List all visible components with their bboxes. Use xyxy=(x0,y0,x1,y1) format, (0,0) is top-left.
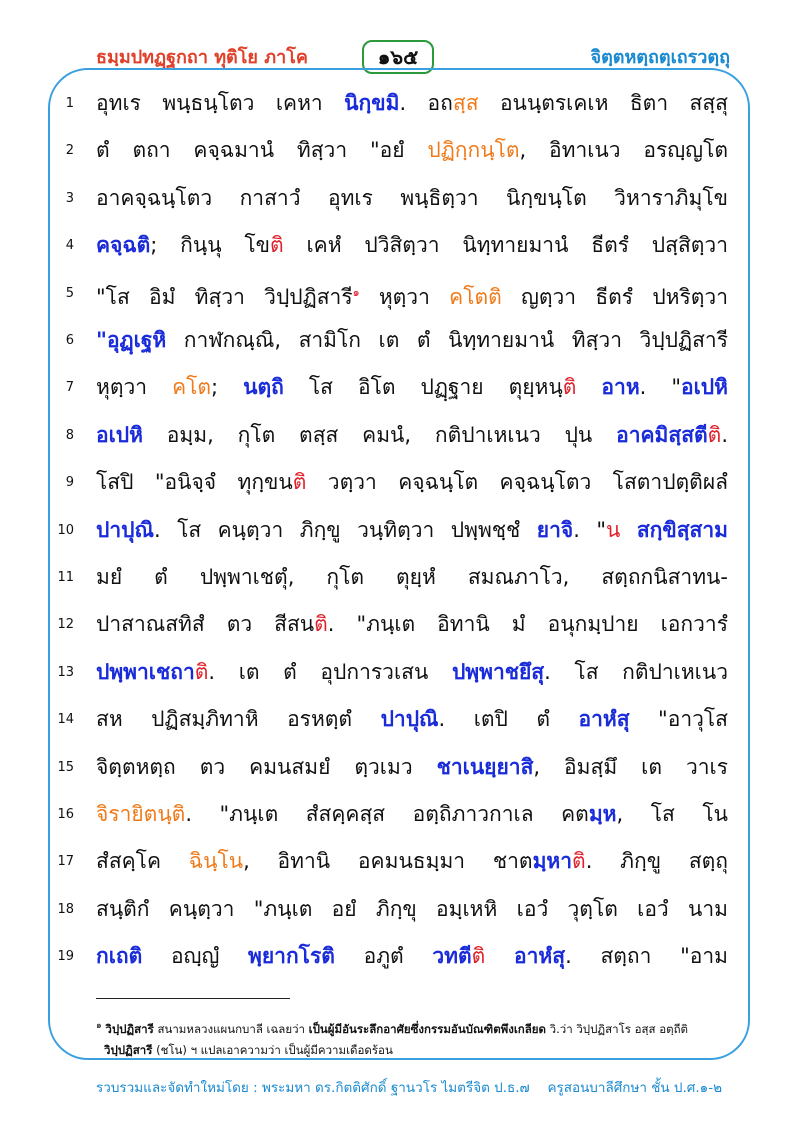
text-segment: . " xyxy=(639,375,682,400)
text-segment: , อิทาเนว อรญฺญโต xyxy=(519,138,728,163)
text-segment: อาห xyxy=(601,375,640,400)
text-segment: ติ xyxy=(292,470,307,495)
text-segment: ; xyxy=(211,375,244,400)
text-line xyxy=(96,846,728,876)
text-segment: . อถ xyxy=(399,91,453,115)
text-segment: , อิมสฺมึ เต วาเร xyxy=(533,754,728,779)
line-number: 11 xyxy=(57,570,74,585)
line-number: 1 xyxy=(65,96,74,111)
line-number: 17 xyxy=(57,854,74,870)
text-segment: ปาปุณิ xyxy=(96,517,154,542)
footnote-text-d: (ชโน) ฯ แปลเอาความว่า เป็นผู้มีความเดือดร้อน xyxy=(152,1043,393,1057)
text-segment: . สตฺถา "อาม xyxy=(565,944,728,969)
text-segment: สห ปฏิสมฺภิทาหิ อรหตฺตํ xyxy=(96,707,381,732)
text-segment: . เต ตํ อุปการวเสน xyxy=(208,659,452,684)
text-segment: วตฺวา คจฺฉนฺโต คจฺฉนฺโตว โสตาปตฺติผลํ xyxy=(306,470,728,495)
text-segment: อเปหิ xyxy=(681,375,728,400)
line-number: 6 xyxy=(65,333,74,348)
text-segment: ติ xyxy=(471,944,486,969)
page-number-box: ๑๖๕ xyxy=(362,40,434,74)
text-segment: . xyxy=(721,422,728,447)
text-line xyxy=(96,752,728,782)
text-segment: . " xyxy=(573,517,606,542)
text-segment: เคหํ ปวิสิตฺวา นิทฺทายมานํ ธีตรํ ปสฺสิตฺวา xyxy=(283,233,728,258)
text-segment: "อุฏฺเฐหิ xyxy=(96,328,167,352)
text-segment: . ภิกฺขู สตฺถุ xyxy=(585,849,729,874)
text-segment: อมฺม, กุโต ตสฺส คมนํ, กติปาเหเนว ปุน xyxy=(142,422,617,447)
footnote-term: วิปฺปฏิสารี xyxy=(105,1021,154,1036)
text-line xyxy=(96,704,728,734)
text-segment: นตฺถิ xyxy=(243,375,284,400)
text-line xyxy=(96,230,728,260)
text-segment: ติ xyxy=(707,422,722,447)
text-line xyxy=(96,325,728,355)
text-line xyxy=(96,515,728,545)
text-segment: จิรายิตนฺติ xyxy=(96,802,186,826)
text-segment: ติ xyxy=(314,612,328,637)
line-number: 3 xyxy=(65,190,74,206)
text-segment: ๑ xyxy=(352,285,360,299)
text-segment: น xyxy=(606,517,621,542)
text-segment: ; กินฺนุ โข xyxy=(150,233,271,258)
footnote-text-a: สนามหลวงแผนกบาลี เฉลยว่า xyxy=(153,1021,309,1036)
text-segment: อญฺญํ xyxy=(142,944,249,969)
text-segment: อเปหิ xyxy=(96,422,143,447)
text-line xyxy=(96,657,728,687)
text-segment: มฺหา xyxy=(532,849,573,874)
text-segment: ยาจิ xyxy=(536,517,574,542)
line-number: 19 xyxy=(57,949,74,965)
line-number: 16 xyxy=(57,807,74,822)
line-number: 14 xyxy=(57,712,74,728)
header-right-title: จิตฺตหตฺถตฺเถรวตฺถุ xyxy=(590,47,730,68)
line-number: 5 xyxy=(65,285,74,301)
text-segment: "อาวุโส xyxy=(629,707,728,732)
page-footer xyxy=(96,1076,722,1098)
text-segment: , อิทานิ อคมนธมฺมา ชาต xyxy=(243,849,533,874)
text-segment: อนนฺตรเคเห ธิตา สสฺสุ xyxy=(478,91,728,115)
text-segment: ปฏิกฺกนฺโต xyxy=(427,138,520,163)
text-segment xyxy=(620,518,636,542)
text-segment: . "ภนฺเต อิทานิ มํ อนุกมฺปาย เอกวารํ xyxy=(327,612,728,637)
line-number: 18 xyxy=(57,901,74,917)
footnote-text-c: วิ.ว่า วิปฺปฏิสาโร อสฺส อตฺถีติ xyxy=(546,1021,689,1036)
footnote-line-2 xyxy=(104,1042,393,1060)
text-line xyxy=(96,799,728,829)
text-segment: ติ xyxy=(194,659,209,684)
text-segment: . "ภนฺเต สํสคฺคสฺส อตฺถิภาวกาเล คต xyxy=(185,802,589,826)
text-segment: ตํ ตถา คจฺฉมานํ ทิสฺวา "อยํ xyxy=(96,138,428,163)
text-line xyxy=(96,278,728,312)
text-segment: . โส กติปาเหเนว xyxy=(544,659,728,684)
text-line xyxy=(96,467,728,497)
text-segment: กาฬกณฺณิ, สามิโก เต ตํ นิทฺทายมานํ ทิสฺวา วิปฺปฏิสารี xyxy=(166,328,728,352)
footnote-text-b: เป็นผู้มีอันระลึกอาศัยซึ่งกรรมอันบัณฑิตพึงเกลียด xyxy=(308,1021,547,1036)
text-segment: ปาสาณสทิสํ ตว สีสน xyxy=(96,612,315,637)
text-segment: ติ xyxy=(572,849,586,874)
text-segment: พฺยากโรติ xyxy=(248,944,335,969)
text-line xyxy=(96,562,728,592)
line-number: 4 xyxy=(65,238,74,254)
text-segment: ชาเนยฺยาสิ xyxy=(436,754,534,779)
text-line xyxy=(96,894,728,924)
line-number: 10 xyxy=(57,522,74,538)
text-segment: อภูตํ xyxy=(334,944,433,969)
text-segment: มยํ ตํ ปพฺพาเชตุํ, กุโต ตุยฺหํ สมณภาโว, สตฺถกนิสาทน- xyxy=(96,565,728,589)
footer-right: ครูสอนบาลีศึกษา ชั้น ป.ศ.๑-๒ xyxy=(547,1080,722,1096)
text-segment: ปพฺพาเชถา xyxy=(96,659,195,684)
text-segment: โสปิ "อนิจฺจํ ทุกฺขน xyxy=(96,470,293,495)
text-segment: ปาปุณิ xyxy=(380,707,439,732)
text-segment: วทตี xyxy=(432,944,472,969)
text-segment: . เตปิ ตํ xyxy=(438,707,579,732)
text-line xyxy=(96,609,728,639)
text-segment: "โส อิมํ ทิสฺวา วิปฺปฏิสารี xyxy=(96,284,353,309)
text-line xyxy=(96,183,728,213)
text-segment: สฺส xyxy=(452,91,479,115)
text-segment: . โส คนฺตฺวา ภิกฺขู วนฺทิตฺวา ปพฺพชฺชํ xyxy=(153,517,537,542)
text-segment: หุตฺวา xyxy=(96,375,173,400)
text-segment: อาคมิสฺสตี xyxy=(616,422,708,447)
text-segment: อาหํสุ xyxy=(578,707,630,732)
footer-left: รวบรวมและจัดทำใหม่โดย : พระมหา ดร.กิตติศักดิ์ ฐานวโร ไมตรีจิต ป.ธ.๗ xyxy=(96,1080,530,1096)
text-segment: ปพฺพาชยึสุ xyxy=(451,659,545,684)
line-number: 13 xyxy=(57,664,74,680)
footnote-mark: ๑ xyxy=(96,1021,102,1031)
text-line xyxy=(96,135,728,165)
line-number: 12 xyxy=(57,617,74,633)
text-line xyxy=(96,372,728,402)
text-segment: อาหํสุ xyxy=(514,944,566,969)
text-segment xyxy=(576,375,601,399)
line-number: 7 xyxy=(65,380,74,396)
text-segment: จิตฺตหตฺถ ตว คมนสมยํ ตฺวเมว xyxy=(96,754,437,779)
text-segment: โส อิโต ปฏฺฐาย ตุยฺหนฺ xyxy=(283,375,563,400)
text-segment: สนฺติกํ คนฺตฺวา "ภนฺเต อยํ ภิกฺขุ อมฺเหหิ เอวํ วุตฺโต เอวํ นาม xyxy=(96,896,728,921)
text-segment: ติ xyxy=(270,233,284,258)
text-segment: อาคจฺฉนฺโตว กาสาวํ อุทเร พนฺธิตฺวา นิกฺขนฺโต วิหาราภิมุโข xyxy=(96,185,728,210)
text-line xyxy=(96,941,728,971)
text-segment: อุทเร พนฺธนฺโตว เคหา xyxy=(96,91,345,115)
text-segment: คจฺฉติ xyxy=(96,233,151,258)
footnote-rule xyxy=(96,998,290,999)
text-line xyxy=(96,420,728,450)
text-segment: คโตติ xyxy=(449,284,502,309)
line-number: 2 xyxy=(65,143,74,159)
text-line xyxy=(96,88,728,118)
footnote-term-2: วิปฺปฏิสารี xyxy=(104,1043,153,1057)
text-segment: กเถติ xyxy=(96,944,143,969)
text-segment: ฉินฺโน xyxy=(188,849,244,874)
text-segment xyxy=(485,944,514,968)
text-segment: ญตฺวา ธีตรํ ปหริตฺวา xyxy=(501,284,728,309)
line-number: 15 xyxy=(57,759,74,775)
text-segment: คโต xyxy=(172,375,212,400)
line-number: 8 xyxy=(65,427,74,443)
text-segment: ติ xyxy=(562,375,577,400)
text-segment: , โส โน xyxy=(616,802,729,826)
header-left-title: ธมฺมปทฏฺฐกถา ทุติโย ภาโค xyxy=(96,47,308,68)
text-segment: สํสคฺโค xyxy=(96,849,189,874)
text-segment: มฺห xyxy=(588,802,617,826)
text-segment: นิกฺขมิ xyxy=(344,91,400,115)
text-segment: หุตฺวา xyxy=(359,284,450,309)
text-segment: สกฺขิสฺสาม xyxy=(636,517,728,542)
footnote-line-1 xyxy=(96,1018,688,1039)
line-number: 9 xyxy=(65,475,74,491)
